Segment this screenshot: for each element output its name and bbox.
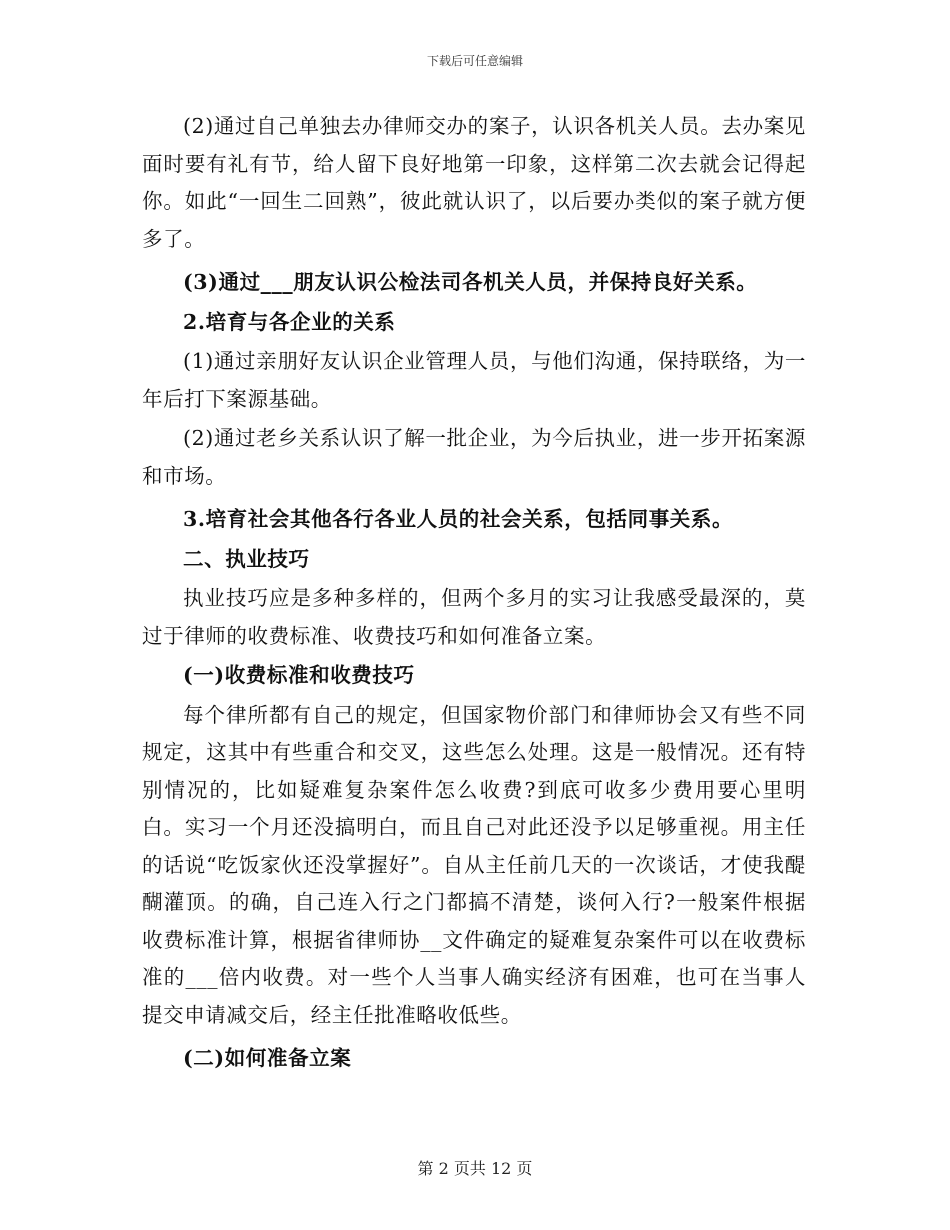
page-header: 下载后可任意编辑 (426, 54, 523, 68)
document-body (142, 108, 806, 1078)
paragraph-visit-agencies: (2)通过自己单独去办律师交办的案子，认识各机关人员。去办案见面时要有礼有节，给人留下良好地第一印象，这样第二次去就会记得起你。如此“一回生二回熟”，彼此就认识了，以后要办类似的案子就方便多了。 (142, 114, 806, 251)
paragraph-fee-details: 每个律所都有自己的规定，但国家物价部门和律师协会又有些不同规定，这其中有些重合和交叉，这些怎么处理。这是一般情况。还有特别情况的，比如疑难复杂案件怎么收费?到底可收多少费用要心里明白。实习一个月还没搞明白，而且自己对此还没予以足够重视。用主任的话说“吃饭家伙还没掌握好”。自从主任前几天的一次谈话，才使我醍醐灌顶。的确，自己连入行之门都搞不清楚，谈何入行?一般案件根据收费标准计算，根据省律师协__文件确定的疑难复杂案件可以在收费标准的___倍内收费。对一些个人当事人确实经济有困难，也可在当事人提交申请减交后，经主任批准略收低些。 (142, 702, 806, 1027)
heading-enterprise-relations: 2.培育与各企业的关系 (183, 309, 396, 334)
heading-practice-skills: 二、执业技巧 (183, 546, 310, 571)
paragraph-skills-intro: 执业技巧应是多种多样的，但两个多月的实习让我感受最深的，莫过于律师的收费标准、收费技巧和如何准备立案。 (142, 586, 806, 648)
paragraph-friends-agencies: (3)通过___朋友认识公检法司各机关人员，并保持良好关系。 (183, 270, 758, 294)
heading-social-relations: 3.培育社会其他各行各业人员的社会关系，包括同事关系。 (183, 507, 734, 531)
heading-fee-standards: (一)收费标准和收费技巧 (183, 663, 415, 687)
heading-case-filing: (二)如何准备立案 (183, 1046, 352, 1070)
paragraph-enterprise-managers: (1)通过亲朋好友认识企业管理人员，与他们沟通，保持联络，为一年后打下案源基础。 (142, 349, 806, 411)
page-footer: 第 2 页共 12 页 (417, 1159, 533, 1178)
paragraph-hometown-relations: (2)通过老乡关系认识了解一批企业，为今后执业，进一步开拓案源和市场。 (142, 426, 806, 488)
